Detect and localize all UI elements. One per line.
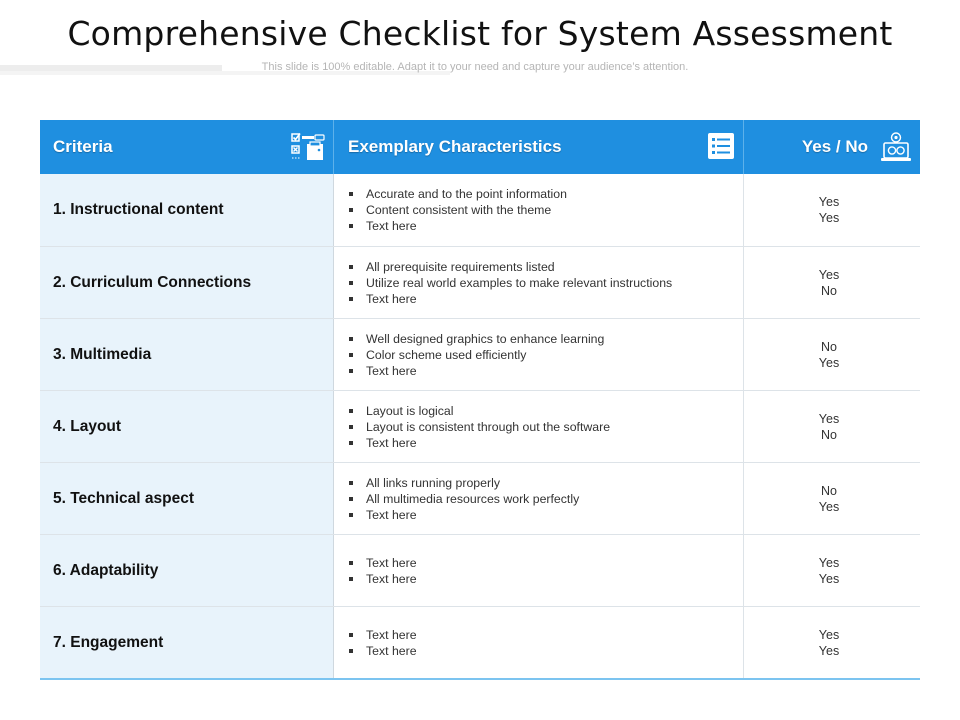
table-row <box>40 318 920 390</box>
characteristics-cell <box>334 535 744 606</box>
characteristics-cell <box>334 174 744 246</box>
checklist-icon <box>291 132 325 167</box>
list-item: Text here <box>348 363 604 379</box>
answer-value: Yes <box>818 627 840 642</box>
criteria-cell: 4. Layout <box>40 391 334 462</box>
answer-value: No <box>821 283 837 298</box>
yesno-cell <box>744 247 920 318</box>
list-item: Accurate and to the point information <box>348 186 567 202</box>
header-characteristics <box>334 120 744 174</box>
criteria-cell: 7. Engagement <box>40 607 334 678</box>
characteristics-cell <box>334 463 744 534</box>
answer-value: Yes <box>818 643 840 658</box>
characteristics-cell <box>334 319 744 390</box>
list-item: Content consistent with the theme <box>348 202 567 218</box>
list-item: Text here <box>348 571 417 587</box>
yesno-cell <box>744 174 920 246</box>
table-row <box>40 246 920 318</box>
criteria-cell: 2. Curriculum Connections <box>40 247 334 318</box>
list-item: Text here <box>348 643 417 659</box>
list-item: Layout is logical <box>348 403 610 419</box>
page-title: Comprehensive Checklist for System Assessment <box>67 14 893 53</box>
characteristics-list <box>348 627 417 659</box>
yesno-cell <box>744 607 920 678</box>
characteristics-list <box>348 555 417 587</box>
table-row <box>40 606 920 678</box>
yesno-cell <box>744 319 920 390</box>
list-item: Text here <box>348 218 567 234</box>
table-header <box>40 120 920 174</box>
answer-value: No <box>821 427 837 442</box>
criteria-cell: 6. Adaptability <box>40 535 334 606</box>
header-yesno <box>744 120 920 174</box>
assessment-table <box>40 120 920 680</box>
list-item: Text here <box>348 627 417 643</box>
yesno-cell <box>744 391 920 462</box>
characteristics-list <box>348 475 579 523</box>
answer-value: No <box>821 339 837 354</box>
table-row <box>40 174 920 246</box>
header-criteria-label: Criteria <box>53 137 113 156</box>
answer-value: Yes <box>818 411 840 426</box>
table-body <box>40 174 920 678</box>
answer-value: Yes <box>818 211 840 225</box>
settings-laptop-icon <box>880 132 912 167</box>
answer-value: Yes <box>818 571 840 586</box>
list-icon <box>707 132 735 165</box>
list-item: Color scheme used efficiently <box>348 347 604 363</box>
list-item: All links running properly <box>348 475 579 491</box>
answer-value: Yes <box>818 355 840 370</box>
page-subtitle: This slide is 100% editable. Adapt it to your need and capture your audience’s attention. <box>261 61 689 73</box>
list-item: All prerequisite requirements listed <box>348 259 672 275</box>
answer-value: Yes <box>818 267 840 282</box>
characteristics-cell <box>334 607 744 678</box>
list-item: Text here <box>348 291 672 307</box>
yesno-cell <box>744 535 920 606</box>
list-item: Text here <box>348 555 417 571</box>
characteristics-list <box>348 259 672 307</box>
criteria-cell: 5. Technical aspect <box>40 463 334 534</box>
table-row <box>40 390 920 462</box>
characteristics-list <box>348 186 567 234</box>
criteria-cell: 3. Multimedia <box>40 319 334 390</box>
yesno-cell <box>744 463 920 534</box>
characteristics-list <box>348 331 604 379</box>
characteristics-cell <box>334 391 744 462</box>
answer-value: Yes <box>818 195 840 209</box>
criteria-cell: 1. Instructional content <box>40 174 334 246</box>
answer-value: Yes <box>818 499 840 514</box>
list-item: Text here <box>348 507 579 523</box>
header-characteristics-label: Exemplary Characteristics <box>348 137 562 156</box>
characteristics-cell <box>334 247 744 318</box>
list-item: Well designed graphics to enhance learning <box>348 331 604 347</box>
table-row <box>40 462 920 534</box>
list-item: Utilize real world examples to make relevant instructions <box>348 275 672 291</box>
answer-value: No <box>821 483 837 498</box>
table-row <box>40 534 920 606</box>
header-criteria <box>40 120 334 174</box>
characteristics-list <box>348 403 610 451</box>
answer-value: Yes <box>818 555 840 570</box>
list-item: All multimedia resources work perfectly <box>348 491 579 507</box>
header-yesno-label: Yes / No <box>801 137 868 156</box>
list-item: Layout is consistent through out the software <box>348 419 610 435</box>
list-item: Text here <box>348 435 610 451</box>
